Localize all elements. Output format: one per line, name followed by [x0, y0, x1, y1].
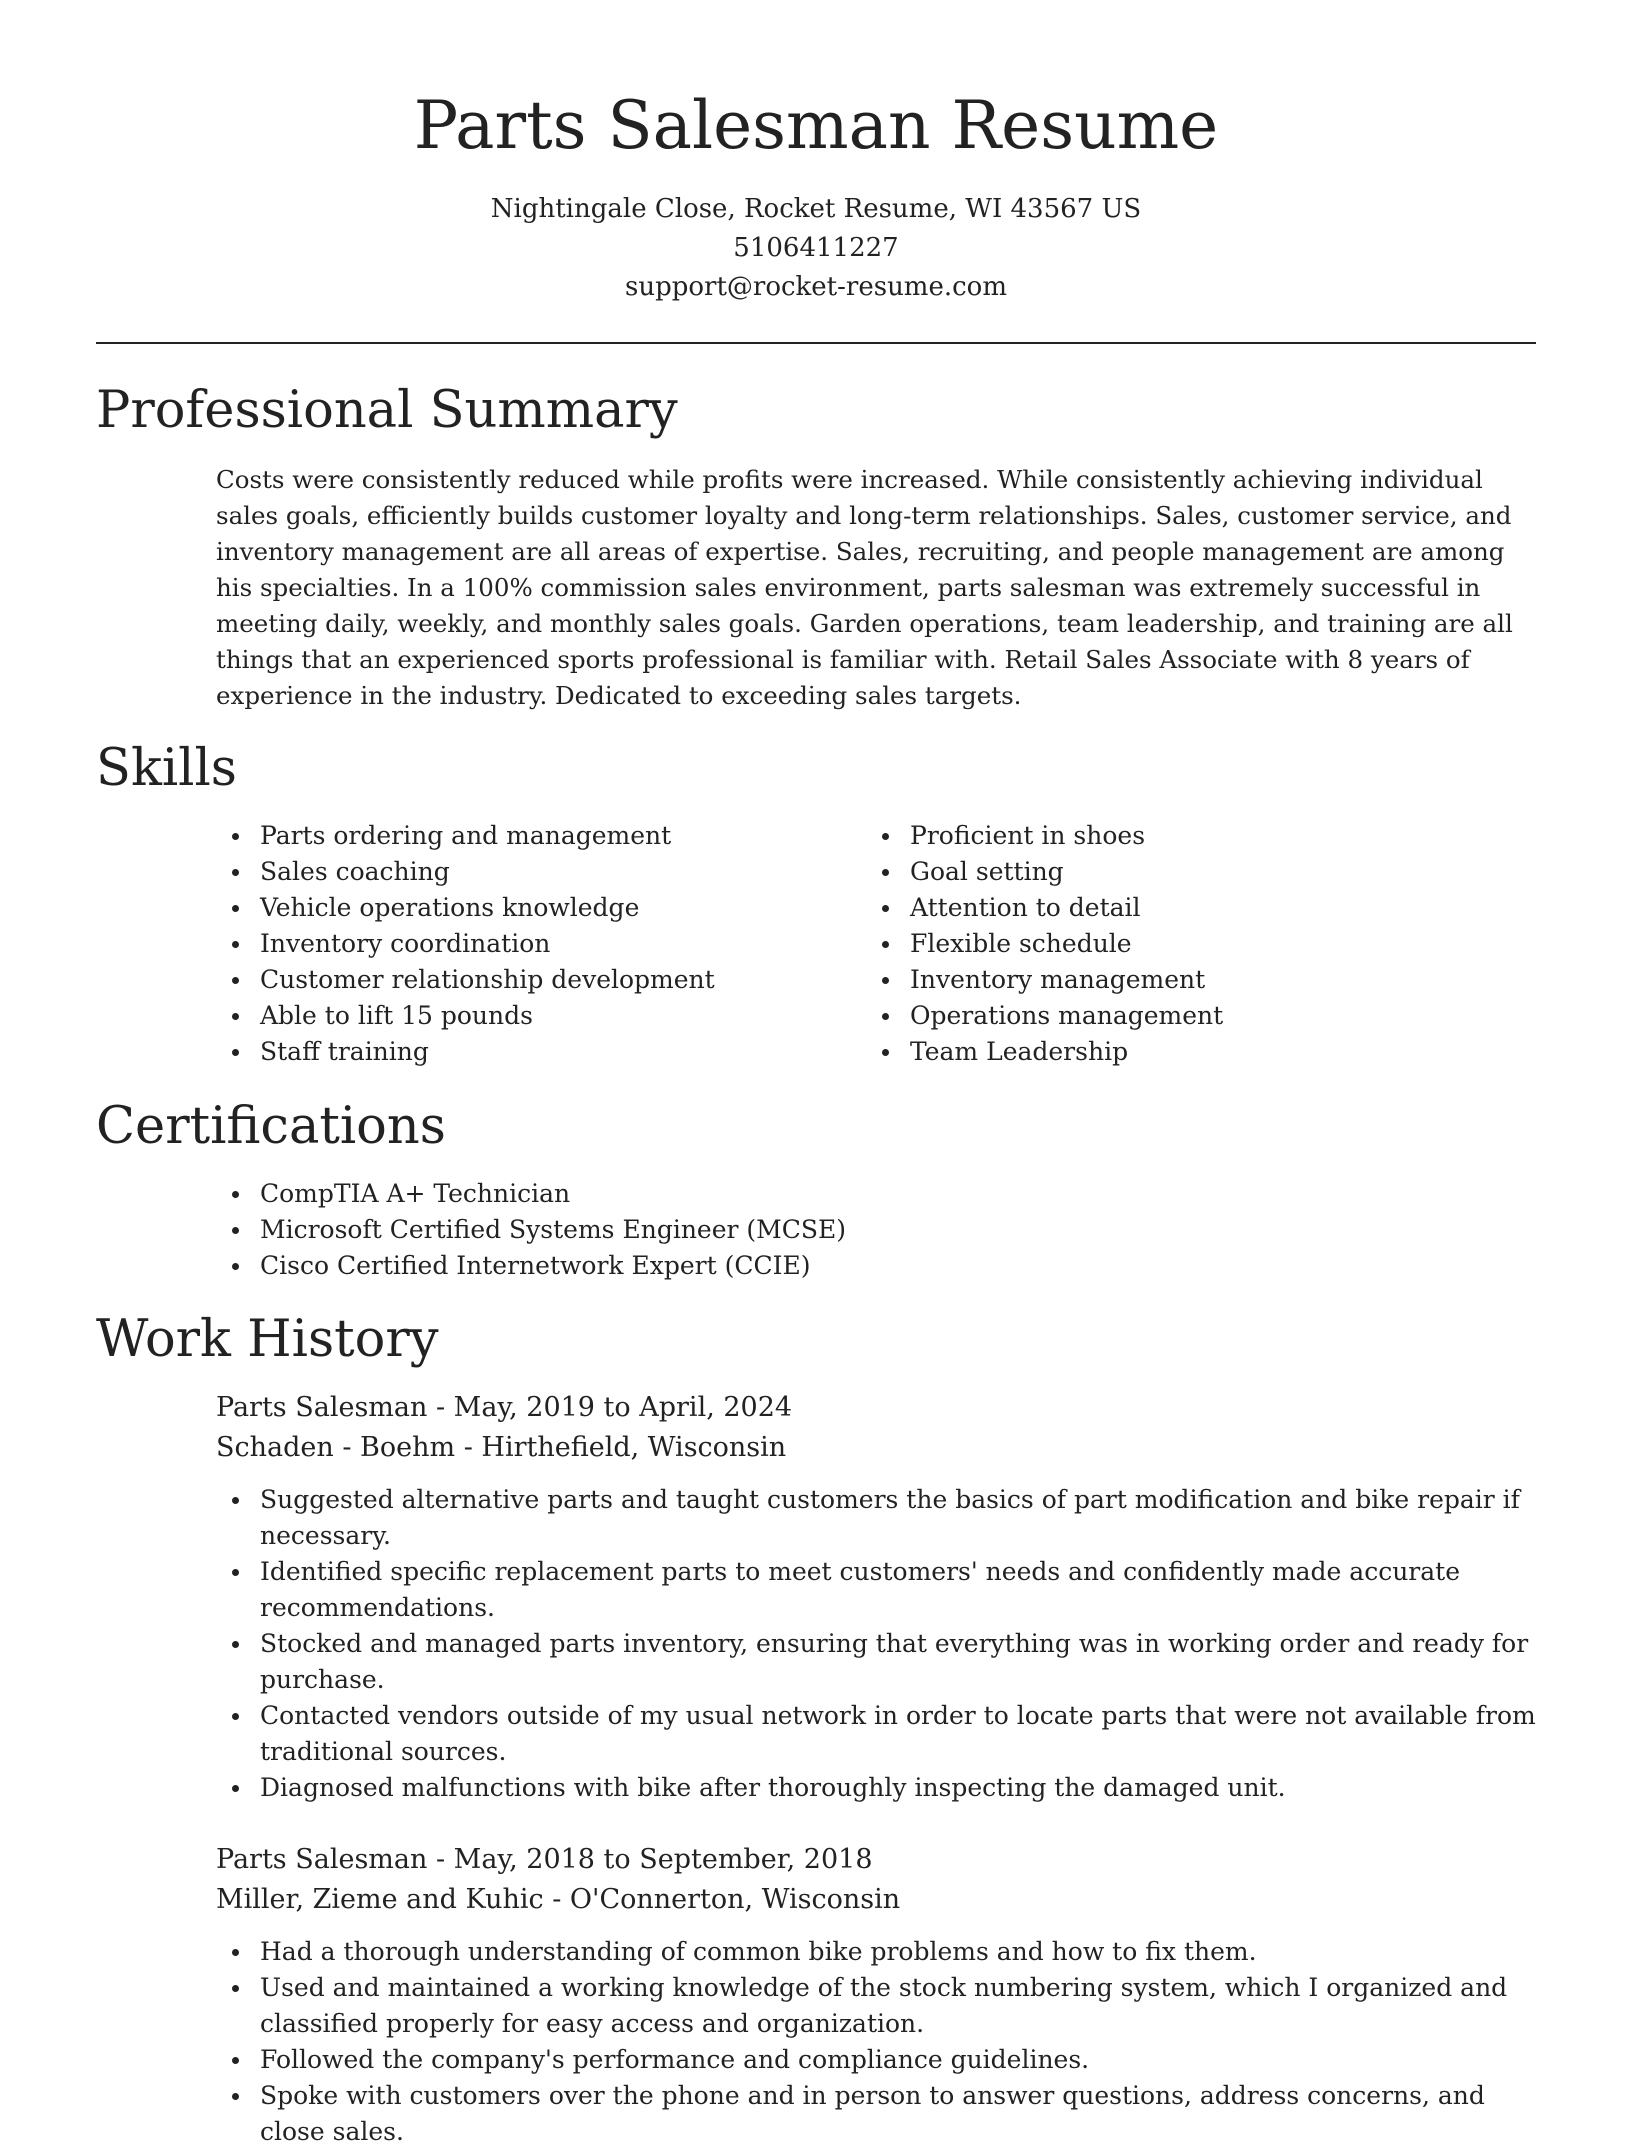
list-item: Customer relationship development: [216, 962, 856, 998]
header-divider: [96, 342, 1536, 344]
job-company-line: Miller, Zieme and Kuhic - O'Connerton, Wisconsin: [216, 1884, 901, 1915]
resume-title: Parts Salesman Resume: [413, 87, 1219, 164]
list-item: Staff training: [216, 1034, 856, 1070]
list-item: Proficient in shoes: [866, 818, 1506, 854]
address-text: Nightingale Close, Rocket Resume, WI 43567 US: [490, 194, 1142, 224]
skills-heading: Skills: [96, 739, 237, 798]
list-item: Spoke with customers over the phone and in person to answer questions, address concerns, and close sales.: [216, 2078, 1546, 2150]
list-item: Inventory management: [866, 962, 1506, 998]
job-bullets: [216, 1482, 1546, 1806]
list-item: Team Leadership: [866, 1034, 1506, 1070]
list-item: Microsoft Certified Systems Engineer (MCSE): [216, 1212, 1416, 1248]
list-item: Sales coaching: [216, 854, 856, 890]
list-item: Operations management: [866, 998, 1506, 1034]
job-title-line: Parts Salesman - May, 2019 to April, 2024: [216, 1392, 793, 1423]
list-item: Flexible schedule: [866, 926, 1506, 962]
job-bullets: [216, 1934, 1546, 2150]
list-item: Diagnosed malfunctions with bike after thoroughly inspecting the damaged unit.: [216, 1770, 1546, 1806]
list-item: Cisco Certified Internetwork Expert (CCIE): [216, 1248, 1416, 1284]
job-title-line: Parts Salesman - May, 2018 to September, 2018: [216, 1844, 873, 1875]
summary-text: Costs were consistently reduced while profits were increased. While consistently achieving individual sales goals, efficiently builds customer loyalty and long-term relationships. Sales, customer service, and inventory management are all areas of expertise. Sales, recruiting, and people management are among his specialties. In a 100% commission sales environment, parts salesman was extremely successful in meeting daily, weekly, and monthly sales goals. Garden operations, team leadership, and training are all things that an experienced sports professional is familiar with. Retail Sales Associate with 8 years of experience in the industry. Dedicated to exceeding sales targets.: [216, 465, 1513, 710]
list-item: Goal setting: [866, 854, 1506, 890]
list-item: Contacted vendors outside of my usual network in order to locate parts that were not available from traditional sources.: [216, 1698, 1546, 1770]
certifications-heading: Certifications: [96, 1097, 446, 1156]
list-item: Had a thorough understanding of common bike problems and how to fix them.: [216, 1934, 1546, 1970]
list-item: Suggested alternative parts and taught customers the basics of part modification and bike repair if necessary.: [216, 1482, 1546, 1554]
list-item: Stocked and managed parts inventory, ensuring that everything was in working order and ready for purchase.: [216, 1626, 1546, 1698]
work-history-heading: Work History: [96, 1310, 439, 1369]
contact-block: [0, 190, 1632, 307]
list-item: Attention to detail: [866, 890, 1506, 926]
list-item: Followed the company's performance and compliance guidelines.: [216, 2042, 1546, 2078]
resume-header: [0, 0, 1632, 307]
list-item: Vehicle operations knowledge: [216, 890, 856, 926]
email-text: support@rocket-resume.com: [624, 272, 1007, 302]
list-item: Able to lift 15 pounds: [216, 998, 856, 1034]
list-item: Used and maintained a working knowledge of the stock numbering system, which I organized and classified properly for easy access and organization.: [216, 1970, 1546, 2042]
skills-list-left: [216, 818, 856, 1070]
list-item: CompTIA A+ Technician: [216, 1176, 1416, 1212]
list-item: Inventory coordination: [216, 926, 856, 962]
list-item: Parts ordering and management: [216, 818, 856, 854]
certifications-list: [216, 1176, 1416, 1284]
job-company-line: Schaden - Boehm - Hirthefield, Wisconsin: [216, 1432, 787, 1463]
list-item: Identified specific replacement parts to meet customers' needs and confidently made accurate recommendations.: [216, 1554, 1546, 1626]
phone-text: 5106411227: [733, 233, 899, 263]
summary-heading: Professional Summary: [96, 381, 678, 440]
skills-list-right: [866, 818, 1506, 1070]
